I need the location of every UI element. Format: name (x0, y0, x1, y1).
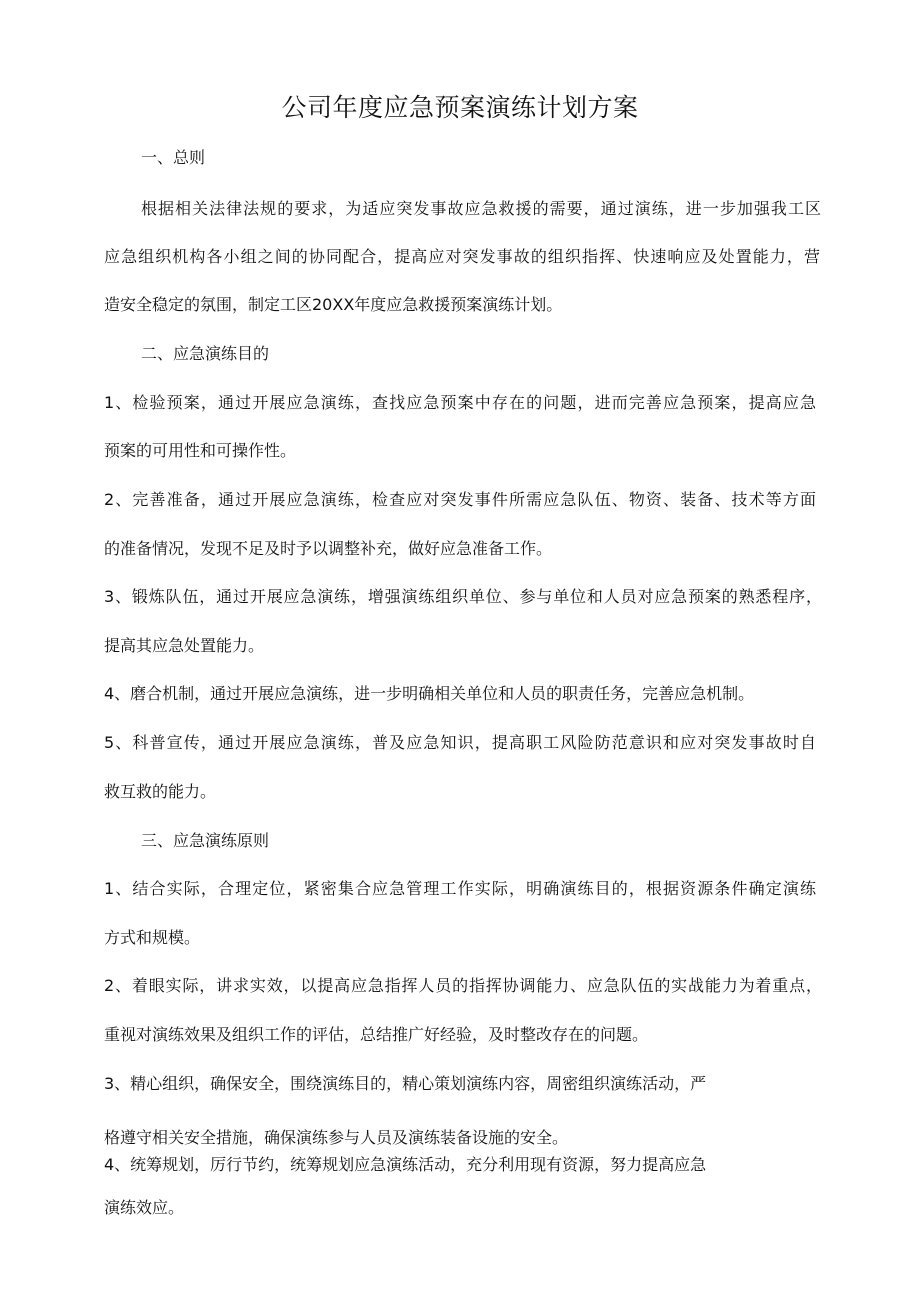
section-heading-principles: 三、应急演练原则 (141, 831, 270, 850)
list-item-line: 重视对演练效果及组织工作的评估，总结推广好经验，及时整改存在的问题。 (104, 1025, 649, 1044)
list-item-line: 4、磨合机制，通过开展应急演练，进一步明确相关单位和人员的职责任务，完善应急机制。 (104, 684, 755, 703)
list-item-line: 格遵守相关安全措施，确保演练参与人员及演练装备设施的安全。 (104, 1128, 569, 1147)
document-title: 公司年度应急预案演练计划方案 (281, 93, 639, 122)
section-heading-purpose: 二、应急演练目的 (141, 344, 270, 363)
list-item-line: 3、精心组织，确保安全，围绕演练目的，精心策划演练内容，周密组织演练活动，严 (104, 1074, 707, 1093)
list-item-line: 3、锻炼队伍，通过开展应急演练，增强演练组织单位、参与单位和人员对应急预案的熟悉程序， (104, 587, 822, 606)
list-item-line: 演练效应。 (104, 1198, 185, 1217)
paragraph-line: 根据相关法律法规的要求，为适应突发事故应急救援的需要，通过演练，进一步加强我工区 (141, 199, 821, 218)
list-item-line: 的准备情况，发现不足及时予以调整补充，做好应急准备工作。 (104, 539, 553, 558)
paragraph-line: 造安全稳定的氛围，制定工区20XX年度应急救援预案演练计划。 (104, 295, 563, 314)
list-item-line: 5、科普宣传，通过开展应急演练，普及应急知识，提高职工风险防范意识和应对突发事故时自 (104, 733, 816, 752)
list-item-line: 救互救的能力。 (104, 782, 217, 801)
list-item-line: 方式和规模。 (104, 928, 201, 947)
list-item-line: 预案的可用性和可操作性。 (104, 441, 297, 460)
list-item-line: 提高其应急处置能力。 (104, 636, 265, 655)
list-item-line: 1、结合实际，合理定位，紧密集合应急管理工作实际，明确演练目的，根据资源条件确定演练 (104, 879, 816, 898)
list-item-line: 1、检验预案，通过开展应急演练，查找应急预案中存在的问题，进而完善应急预案，提高应急 (104, 393, 816, 412)
section-heading-general: 一、总则 (141, 148, 206, 167)
list-item-line: 4、统筹规划，厉行节约，统筹规划应急演练活动，充分利用现有资源，努力提高应急 (104, 1155, 707, 1174)
list-item-line: 2、完善准备，通过开展应急演练，检查应对突发事件所需应急队伍、物资、装备、技术等方面 (104, 490, 816, 509)
list-item-line: 2、着眼实际，讲求实效，以提高应急指挥人员的指挥协调能力、应急队伍的实战能力为着重点， (104, 976, 822, 995)
paragraph-line: 应急组织机构各小组之间的协同配合，提高应对突发事故的组织指挥、快速响应及处置能力，营 (104, 247, 820, 266)
